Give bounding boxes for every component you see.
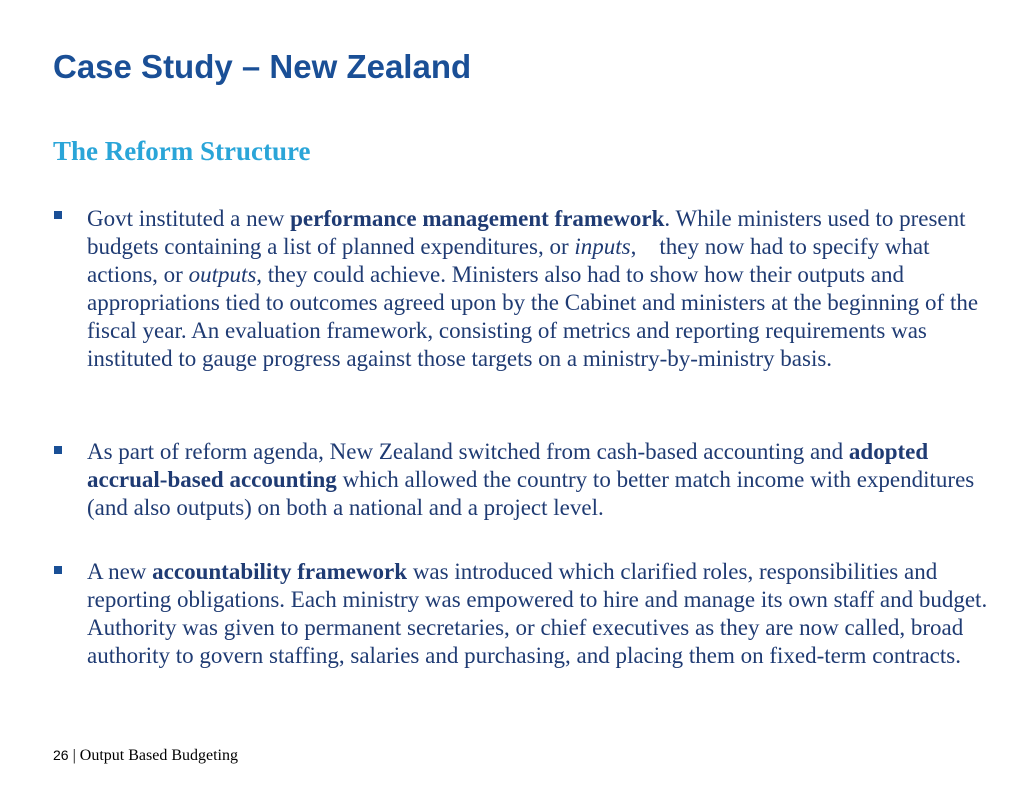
bullet-paragraph (87, 558, 1002, 670)
italic-text: outputs (188, 262, 257, 287)
square-bullet-icon (54, 446, 62, 454)
emphasis-text: adopted accrual-based accounting (87, 439, 929, 492)
footer-label: Output Based Budgeting (79, 747, 238, 764)
slide-footer (53, 744, 238, 767)
section-subtitle: The Reform Structure (53, 136, 311, 166)
text-segment: As part of reform agenda, New Zealand switched from cash-based accounting and (87, 439, 849, 464)
text-segment: , they could achieve. Ministers also had to show how their outputs and appropriations tied to outcomes agreed upon by the Cabinet and ministers at the beginning of the fiscal year. An evaluation framework, consisting of metrics and reporting requirements was instituted to gauge progress against those targets on a ministry-by-ministry basis. (87, 262, 979, 371)
bullet-paragraph (87, 205, 1002, 373)
text-segment: , they now had to specify what actions, or (87, 234, 930, 287)
bullet-paragraph (87, 438, 1002, 522)
emphasis-text: accountability framework (152, 559, 408, 584)
footer-separator: | (72, 747, 76, 764)
text-segment: was introduced which clarified roles, responsibilities and reporting obligations. Each ministry was empowered to hire and manage its own staff and budget. Authority was given to permanent secretaries, or chief executives as they are now called, broad authority to govern staffing, salaries and purchasing, and placing them on fixed-term contracts. (87, 559, 988, 668)
page-number: 26 (53, 747, 69, 763)
text-segment: which allowed the country to better match income with expenditures (and also outputs) on both a national and a project level. (87, 467, 975, 520)
emphasis-text: performance management framework (290, 206, 665, 231)
text-segment: Govt instituted a new (87, 206, 291, 231)
page-title: Case Study – New Zealand (53, 48, 472, 85)
text-segment: A new (87, 559, 153, 584)
italic-text: inputs (574, 234, 631, 259)
square-bullet-icon (54, 566, 62, 574)
square-bullet-icon (54, 211, 62, 219)
text-segment: . While ministers used to present budgets containing a list of planned expenditures, or (87, 206, 966, 259)
